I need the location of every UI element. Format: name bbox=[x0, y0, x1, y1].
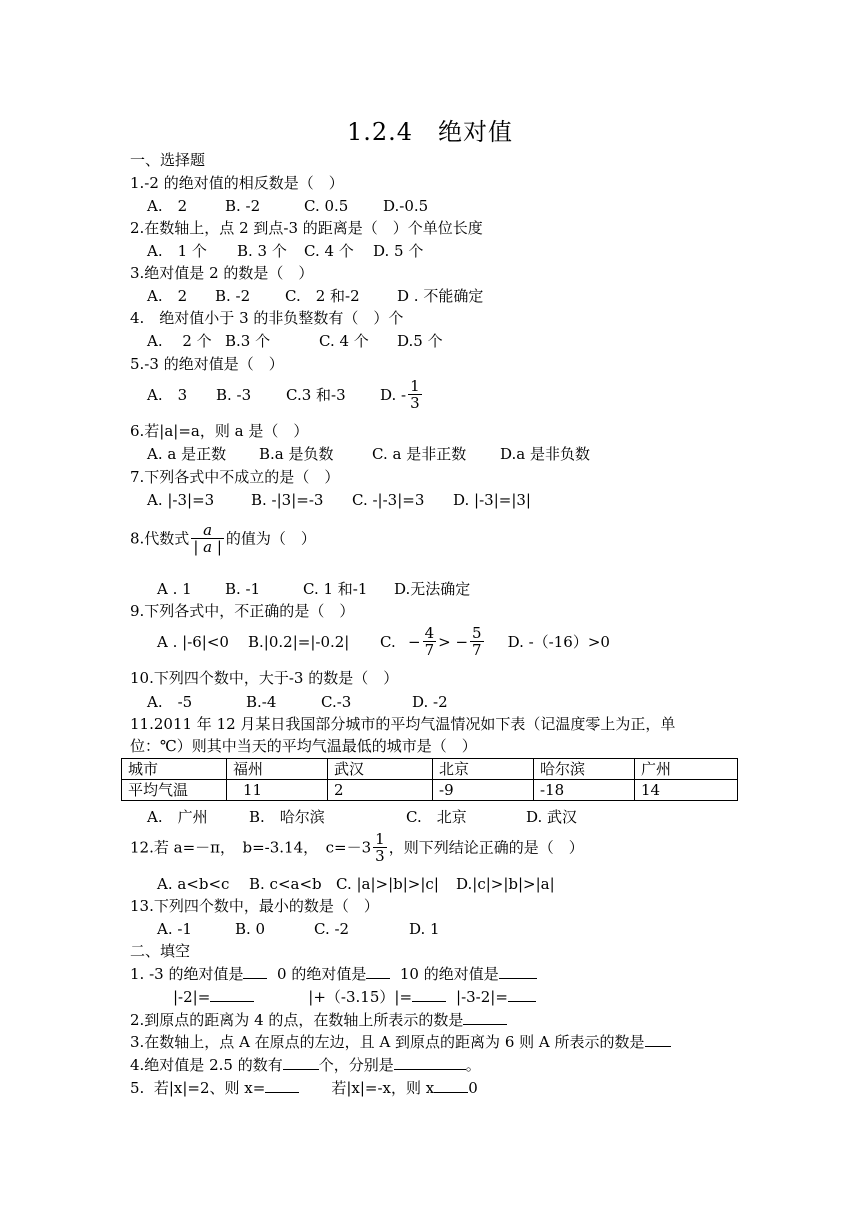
option-a: A. 3 bbox=[147, 385, 188, 404]
stem-text: 8.代数式 bbox=[130, 529, 190, 548]
option-d: D.无法确定 bbox=[394, 580, 471, 598]
table-cell: 城市 bbox=[122, 759, 227, 780]
fill-text: |+（-3.15）|= bbox=[308, 988, 413, 1006]
option-c: C. 4 个 bbox=[319, 332, 369, 350]
fill-text: |-3-2|= bbox=[456, 988, 508, 1006]
table-cell: 2 bbox=[328, 780, 433, 801]
fill-text: 4.绝对值是 2.5 的数有 bbox=[130, 1056, 283, 1074]
section-heading-fill: 二、填空 bbox=[130, 942, 191, 960]
question-3-stem: 3.绝对值是 2 的数是（ ） bbox=[130, 264, 314, 282]
table-cell: 哈尔滨 bbox=[534, 759, 635, 780]
stem-text: ，则下列结论正确的是（ ） bbox=[388, 838, 584, 857]
fraction-denominator: | a | bbox=[193, 538, 222, 556]
fill-3 bbox=[130, 1032, 671, 1052]
question-12-options bbox=[157, 874, 555, 894]
option-d: D. 武汉 bbox=[526, 808, 578, 826]
fraction-denominator: 7 bbox=[424, 641, 435, 659]
option-d: D.a 是非负数 bbox=[500, 445, 590, 463]
fraction-numerator: 1 bbox=[410, 377, 420, 395]
minus-sign: − bbox=[408, 632, 421, 651]
fraction-denominator: 3 bbox=[410, 394, 420, 412]
fraction-denominator: 7 bbox=[472, 641, 482, 659]
fill-text: 3.在数轴上，点 A 在原点的左边，且 A 到原点的距离为 6 则 A 所表示的数是 bbox=[130, 1033, 645, 1051]
option-d: D.5 个 bbox=[397, 332, 443, 350]
answer-blank[interactable] bbox=[499, 978, 537, 979]
question-11-options bbox=[147, 807, 577, 827]
fraction-numerator: 1 bbox=[375, 830, 385, 848]
question-1-stem: 1.-2 的绝对值的相反数是（ ） bbox=[130, 174, 344, 192]
answer-blank[interactable] bbox=[463, 1024, 507, 1025]
fraction-numerator: a bbox=[191, 522, 224, 539]
option-a: A. |-3|=3 bbox=[147, 491, 215, 509]
question-8-stem bbox=[130, 522, 316, 555]
section-heading-choice: 一、选择题 bbox=[130, 151, 206, 169]
fill-text: 。 bbox=[465, 1056, 481, 1074]
option-b: B. -1 bbox=[225, 580, 261, 598]
option-c: C. 0.5 bbox=[304, 197, 349, 215]
option-d: D. -（-16）>0 bbox=[507, 632, 610, 651]
fill-text: 若|x|=-x，则 x bbox=[331, 1079, 435, 1097]
fill-1 bbox=[130, 964, 537, 984]
question-8-options bbox=[157, 579, 470, 599]
fill-text: 1. -3 的绝对值是 bbox=[130, 965, 244, 983]
question-11-stem-line1: 11.2011 年 12 月某日我国部分城市的平均气温情况如下表（记温度零上为正，单 bbox=[130, 715, 676, 733]
question-9-options bbox=[157, 625, 610, 658]
option-c-label: C. bbox=[380, 632, 396, 651]
option-b: B. -|3|=-3 bbox=[251, 491, 324, 509]
option-a: A. 1 个 bbox=[147, 242, 207, 260]
answer-blank[interactable] bbox=[210, 1001, 254, 1002]
option-d: D. |-3|=|3| bbox=[453, 491, 531, 509]
option-b: B. 0 bbox=[235, 920, 266, 938]
table-cell: 武汉 bbox=[328, 759, 433, 780]
fraction-four-sevenths bbox=[423, 625, 437, 658]
fill-5 bbox=[130, 1078, 478, 1098]
option-c: C. a 是非正数 bbox=[372, 445, 467, 463]
question-5-stem: 5.-3 的绝对值是（ ） bbox=[130, 355, 284, 373]
option-c: C. 北京 bbox=[406, 808, 467, 826]
question-5-options bbox=[147, 378, 424, 411]
option-c: C. 2 和-2 bbox=[285, 287, 360, 305]
option-b: B. -2 bbox=[215, 287, 251, 305]
option-a: A. 2 bbox=[147, 287, 188, 305]
answer-blank[interactable] bbox=[508, 1001, 536, 1002]
question-2-options bbox=[147, 241, 423, 261]
page-title: 1.2.4 绝对值 bbox=[346, 118, 514, 146]
option-b: B.-4 bbox=[246, 693, 277, 711]
question-2-stem: 2.在数轴上，点 2 到点-3 的距离是（ ）个单位长度 bbox=[130, 219, 483, 237]
question-3-options bbox=[147, 286, 483, 306]
table-cell: 广州 bbox=[635, 759, 738, 780]
question-13-stem: 13.下列四个数中，最小的数是（ ） bbox=[130, 897, 379, 915]
option-b: B. -2 bbox=[225, 197, 261, 215]
fill-1-abs bbox=[173, 987, 536, 1007]
option-b: B. 3 个 bbox=[237, 242, 287, 260]
option-b: B.a 是负数 bbox=[259, 445, 334, 463]
greater-than-minus: > − bbox=[438, 632, 469, 651]
option-a: A. a<b<c bbox=[157, 875, 230, 893]
option-b: B. 哈尔滨 bbox=[249, 808, 325, 826]
option-c: C. 1 和-1 bbox=[303, 580, 368, 598]
stem-text: 12.若 a=－π， b=-3.14， c=－3 bbox=[130, 838, 372, 857]
fill-text: 10 的绝对值是 bbox=[390, 965, 499, 983]
answer-blank[interactable] bbox=[283, 1069, 319, 1070]
option-c: C. 4 个 bbox=[304, 242, 354, 260]
option-b: B.3 个 bbox=[225, 332, 271, 350]
option-b: B.|0.2|=|-0.2| bbox=[248, 632, 350, 651]
question-10-options bbox=[147, 692, 448, 712]
question-11-stem-line2: 位：℃）则其中当天的平均气温最低的城市是（ ） bbox=[130, 737, 477, 755]
option-a: A. -5 bbox=[147, 693, 193, 711]
option-a: A . |-6|<0 bbox=[157, 632, 229, 651]
answer-blank[interactable] bbox=[434, 1092, 468, 1093]
fraction-five-sevenths bbox=[470, 625, 484, 658]
stem-text: 的值为（ ） bbox=[225, 529, 316, 548]
fraction-denominator: 3 bbox=[375, 847, 385, 865]
option-d: D. - bbox=[380, 385, 407, 404]
option-b: B. -3 bbox=[216, 385, 252, 404]
table-row bbox=[122, 759, 738, 780]
fill-text: |-2|= bbox=[173, 988, 211, 1006]
question-9-stem: 9.下列各式中，不正确的是（ ） bbox=[130, 602, 355, 620]
option-c: C. |a|>|b|>|c| bbox=[336, 875, 439, 893]
table-cell: 14 bbox=[635, 780, 738, 801]
option-a: A. 2 个 bbox=[147, 332, 212, 350]
table-cell: 福州 bbox=[227, 759, 328, 780]
answer-blank[interactable] bbox=[412, 1001, 446, 1002]
answer-blank[interactable] bbox=[366, 978, 390, 979]
option-c: C.3 和-3 bbox=[286, 385, 346, 404]
fill-text: 个，分别是 bbox=[318, 1056, 394, 1074]
fill-2 bbox=[130, 1010, 507, 1030]
table-cell: 11 bbox=[227, 780, 328, 801]
answer-blank[interactable] bbox=[394, 1069, 466, 1070]
question-12-stem bbox=[130, 831, 584, 864]
option-a: A. a 是正数 bbox=[147, 445, 227, 463]
option-c: C. -|-3|=3 bbox=[352, 491, 425, 509]
option-c: C. -2 bbox=[314, 920, 350, 938]
option-a: A. 2 bbox=[147, 197, 188, 215]
fraction-one-third bbox=[408, 378, 422, 411]
table-cell: 北京 bbox=[433, 759, 534, 780]
option-c: C.-3 bbox=[321, 693, 352, 711]
option-a: A . 1 bbox=[157, 580, 192, 598]
table-row bbox=[122, 780, 738, 801]
table-cell: -9 bbox=[433, 780, 534, 801]
question-7-options bbox=[147, 490, 531, 510]
question-6-options bbox=[147, 444, 590, 464]
option-a: A. -1 bbox=[157, 920, 192, 938]
question-10-stem: 10.下列四个数中，大于-3 的数是（ ） bbox=[130, 669, 399, 687]
answer-blank[interactable] bbox=[243, 978, 267, 979]
fraction-numerator: 4 bbox=[424, 624, 435, 642]
fraction-a-over-abs-a bbox=[191, 522, 224, 555]
option-d: D. 5 个 bbox=[373, 242, 424, 260]
question-13-options bbox=[157, 919, 440, 939]
option-d: D.-0.5 bbox=[383, 197, 429, 215]
fill-text: 5. 若|x|=2、则 x= bbox=[130, 1079, 266, 1097]
fraction-numerator: 5 bbox=[472, 624, 482, 642]
fill-4 bbox=[130, 1055, 481, 1075]
question-6-stem: 6.若|a|=a，则 a 是（ ） bbox=[130, 422, 309, 440]
option-d: D . 不能确定 bbox=[397, 287, 484, 305]
fill-text: 0 bbox=[468, 1079, 478, 1097]
table-cell: -18 bbox=[534, 780, 635, 801]
question-4-options bbox=[147, 331, 443, 351]
option-d: D.|c|>|b|>|a| bbox=[456, 875, 555, 893]
temperature-table bbox=[121, 758, 738, 801]
fill-text: 2.到原点的距离为 4 的点，在数轴上所表示的数是 bbox=[130, 1011, 464, 1029]
option-a: A. 广州 bbox=[147, 808, 208, 826]
option-b: B. c<a<b bbox=[249, 875, 322, 893]
option-d: D. 1 bbox=[409, 920, 440, 938]
table-cell: 平均气温 bbox=[122, 780, 227, 801]
fill-text: 0 的绝对值是 bbox=[267, 965, 367, 983]
question-4-stem: 4. 绝对值小于 3 的非负整数有（ ）个 bbox=[130, 309, 404, 327]
fraction-one-third bbox=[373, 831, 387, 864]
answer-blank[interactable] bbox=[645, 1046, 671, 1047]
question-7-stem: 7.下列各式中不成立的是（ ） bbox=[130, 468, 340, 486]
question-1-options bbox=[147, 196, 428, 216]
option-d: D. -2 bbox=[412, 693, 448, 711]
answer-blank[interactable] bbox=[265, 1092, 299, 1093]
